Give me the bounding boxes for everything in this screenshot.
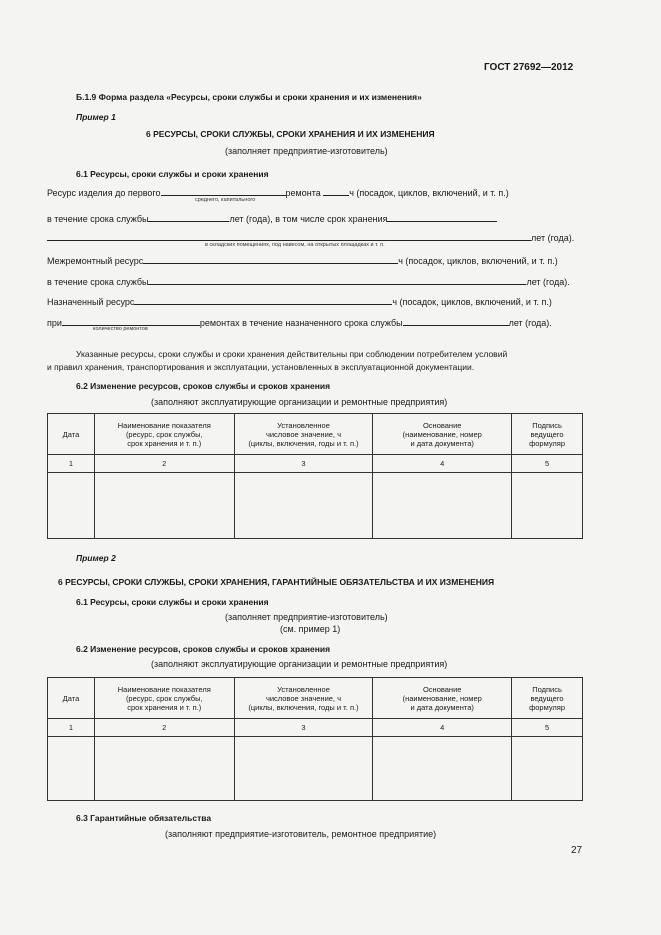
col-number: 2: [94, 455, 234, 473]
example1-filled-by-2: (заполняют эксплуатирующие организации и ремонтные предприятия): [151, 397, 448, 407]
form-label: Ресурс изделия до первого: [47, 188, 161, 198]
example2-filled-by-2: (заполняют эксплуатирующие организации и ремонтные предприятия): [151, 659, 448, 669]
table-cell[interactable]: [512, 473, 583, 539]
blank-field: [387, 212, 497, 222]
form-label: Назначенный ресурс: [47, 297, 135, 307]
col-header-value: Установленное числовое значение, ч (циклы, включения, годы и т. п.): [234, 678, 373, 719]
form-label: ремонта: [285, 188, 321, 198]
form-line-6: [47, 295, 552, 307]
form-line-1: [47, 186, 509, 198]
table-cell[interactable]: [48, 737, 95, 801]
section-title: Б.1.9 Форма раздела «Ресурсы, сроки службы и сроки хранения и их изменения»: [76, 92, 422, 102]
hint-repair-count: количество ремонтов: [93, 326, 148, 332]
doc-code: ГОСТ 27692—2012: [484, 62, 574, 73]
col-number: 1: [48, 455, 95, 473]
form-label: ч (посадок, циклов, включений, и т. п.): [349, 188, 509, 198]
form-line-2: [47, 212, 497, 224]
example1-subsection-6-1: 6.1 Ресурсы, сроки службы и сроки хранения: [76, 169, 269, 179]
col-header-date: Дата: [48, 414, 95, 455]
example2-heading: 6 РЕСУРСЫ, СРОКИ СЛУЖБЫ, СРОКИ ХРАНЕНИЯ, ГАРАНТИЙНЫЕ ОБЯЗАТЕЛЬСТВА И ИХ ИЗМЕНЕНИЯ: [58, 577, 495, 587]
col-header-indicator: Наименование показателя (ресурс, срок службы, срок хранения и т. п.): [94, 414, 234, 455]
form-label: лет (года).: [526, 277, 570, 287]
blank-field: [323, 186, 349, 196]
table-row: [48, 737, 583, 801]
hint-repair-type: среднего, капитального: [195, 197, 256, 203]
form-label: Межремонтный ресурс: [47, 256, 144, 266]
form-label: при: [47, 318, 62, 328]
form-label: в течение срока службы: [47, 214, 149, 224]
example2-subsection-6-3: 6.3 Гарантийные обязательства: [76, 813, 212, 823]
note-line-2: и правил хранения, транспортирования и эксплуатации, установленных в эксплуатационной документации.: [47, 362, 475, 372]
col-number: 3: [234, 719, 373, 737]
col-number: 4: [373, 455, 512, 473]
col-number: 2: [94, 719, 234, 737]
table-cell[interactable]: [373, 737, 512, 801]
form-label: лет (года).: [531, 233, 575, 243]
form-label: ч (посадок, циклов, включений, и т. п.): [392, 297, 552, 307]
col-header-date: Дата: [48, 678, 95, 719]
col-number: 5: [512, 455, 583, 473]
example2-filled-by-3: (заполняют предприятие-изготовитель, ремонтное предприятие): [165, 829, 437, 839]
col-number: 3: [234, 455, 373, 473]
blank-field: [148, 275, 526, 285]
blank-field: [62, 316, 200, 326]
blank-field: [161, 186, 286, 196]
table-cell[interactable]: [48, 473, 95, 539]
example2-subsection-6-1: 6.1 Ресурсы, сроки службы и сроки хранения: [76, 597, 269, 607]
blank-field: [143, 254, 398, 264]
table-cell[interactable]: [94, 737, 234, 801]
blank-field: [148, 212, 229, 222]
example1-heading: 6 РЕСУРСЫ, СРОКИ СЛУЖБЫ, СРОКИ ХРАНЕНИЯ И ИХ ИЗМЕНЕНИЯ: [146, 129, 435, 139]
example2-label: Пример 2: [76, 553, 116, 563]
blank-field: [134, 295, 392, 305]
blank-field: [403, 316, 509, 326]
form-label: ч (посадок, циклов, включений, и т. п.): [398, 256, 558, 266]
table-cell[interactable]: [234, 473, 373, 539]
col-header-signature: Подпись ведущего формуляр: [512, 678, 583, 719]
table-cell[interactable]: [512, 737, 583, 801]
example1-subsection-6-2: 6.2 Изменение ресурсов, сроков службы и сроков хранения: [76, 381, 331, 391]
form-label: лет (года).: [508, 318, 552, 328]
form-label: лет (года), в том числе срок хранения: [229, 214, 388, 224]
blank-field: [47, 231, 531, 241]
col-header-basis: Основание (наименование, номер и дата документа): [373, 414, 512, 455]
table-cell[interactable]: [234, 737, 373, 801]
form-label: в течение срока службы: [47, 277, 149, 287]
form-line-4: [47, 254, 558, 266]
col-number: 4: [373, 719, 512, 737]
table-cell[interactable]: [94, 473, 234, 539]
col-header-indicator: Наименование показателя (ресурс, срок службы, срок хранения и т. п.): [94, 678, 234, 719]
example1-filled-by: (заполняет предприятие-изготовитель): [225, 146, 388, 156]
example2-see-example: (см. пример 1): [280, 624, 341, 634]
table-cell[interactable]: [373, 473, 512, 539]
note-line-1: Указанные ресурсы, сроки службы и сроки хранения действительны при соблюдении потребителем условий: [76, 349, 508, 359]
form-line-5: [47, 275, 570, 287]
hint-storage-place: в складских помещениях, под навесом, на открытых площадках и т. п.: [205, 242, 385, 248]
changes-table-1: [47, 413, 583, 539]
col-header-signature: Подпись ведущего формуляр: [512, 414, 583, 455]
col-header-value: Установленное числовое значение, ч (циклы, включения, годы и т. п.): [234, 414, 373, 455]
page-number: 27: [571, 845, 583, 856]
table-row: [48, 473, 583, 539]
changes-table-2: [47, 677, 583, 801]
form-label: ремонтах в течение назначенного срока службы: [199, 318, 403, 328]
example2-subsection-6-2: 6.2 Изменение ресурсов, сроков службы и сроков хранения: [76, 644, 331, 654]
col-header-basis: Основание (наименование, номер и дата документа): [373, 678, 512, 719]
col-number: 5: [512, 719, 583, 737]
col-number: 1: [48, 719, 95, 737]
example1-label: Пример 1: [76, 112, 116, 122]
example2-filled-by: (заполняет предприятие-изготовитель): [225, 612, 388, 622]
